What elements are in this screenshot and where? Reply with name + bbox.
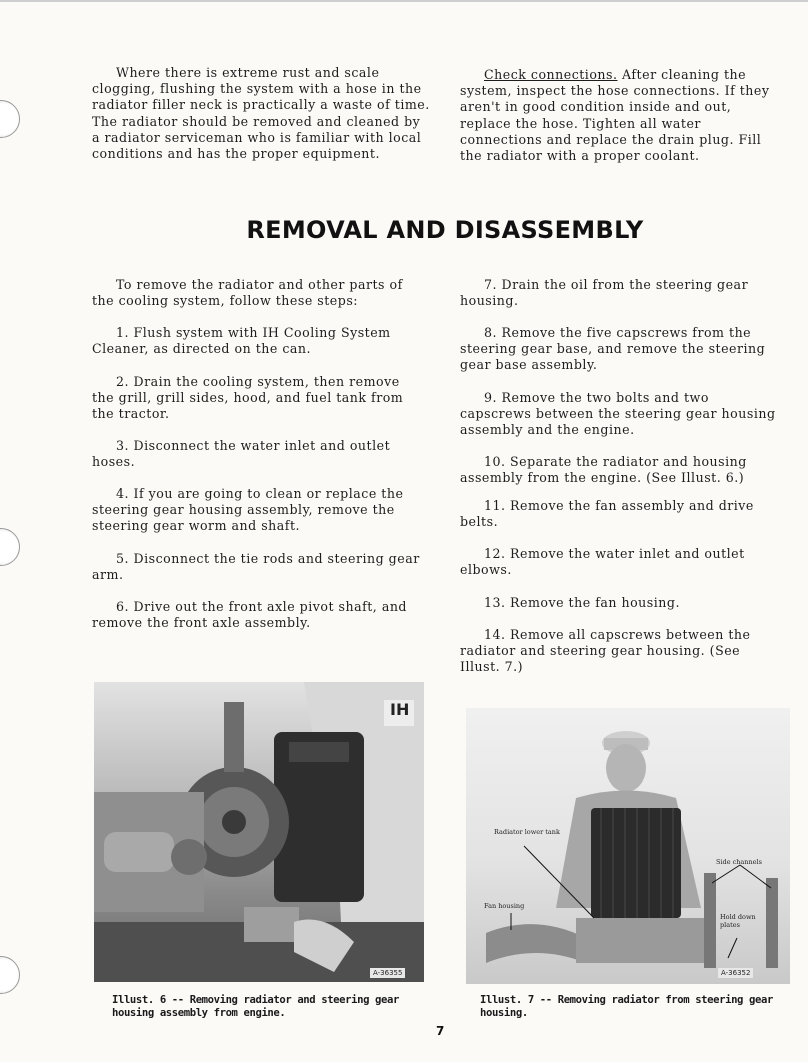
step-14: 14. Remove all capscrews between the radiator and steering gear housing. (See Illust. 7.) <box>460 627 751 675</box>
illustration-6-caption: Illust. 6 -- Removing radiator and steering gear housing assembly from engine. <box>112 994 399 1019</box>
step-9: 9. Remove the two bolts and two capscrews between the steering gear housing assembly and the engine. <box>460 390 776 438</box>
label-side-channels: Side channels <box>716 858 762 866</box>
step-1: 1. Flush system with IH Cooling System Cleaner, as directed on the can. <box>92 325 391 357</box>
binder-hole-bottom <box>0 956 20 994</box>
radiator-photo-drawing <box>466 708 790 984</box>
step-8: 8. Remove the five capscrews from the steering gear base, and remove the steering gear base assembly. <box>460 325 766 373</box>
section-heading: REMOVAL AND DISASSEMBLY <box>246 216 644 244</box>
step-10: 10. Separate the radiator and housing assembly from the engine. (See Illust. 6.) <box>460 454 747 486</box>
illustration-6-photo <box>94 682 424 982</box>
ih-logo: IH <box>390 700 410 719</box>
illustration-6-code: A-36355 <box>370 968 405 978</box>
label-radiator-lower-tank: Radiator lower tank <box>494 828 560 836</box>
illustration-7-code: A-36352 <box>718 968 753 978</box>
label-fan-housing: Fan housing <box>484 902 525 910</box>
side-channel-left <box>704 873 716 968</box>
side-channel-right <box>766 878 778 968</box>
page-top-edge <box>0 0 808 2</box>
intro-left-paragraph: Where there is extreme rust and scale clogging, flushing the system with a hose in the radiator filler neck is practically a waste of time. The radiator should be removed and cleaned by a radiator serviceman who is familiar with local conditions and has the proper equipment. <box>92 65 430 162</box>
check-connections-lead: Check connections. <box>484 67 618 82</box>
fan-housing-part-shape <box>486 924 586 963</box>
step-2: 2. Drain the cooling system, then remove the grill, grill sides, hood, and fuel tank from the tractor. <box>92 374 404 422</box>
steering-gear-housing-shape <box>576 918 706 963</box>
step-5: 5. Disconnect the tie rods and steering gear arm. <box>92 551 420 583</box>
illustration-7-caption: Illust. 7 -- Removing radiator from steering gear housing. <box>480 994 773 1019</box>
engine-photo-drawing <box>94 682 424 982</box>
intro-right-text: After cleaning the system, inspect the hose connections. If they aren't in good condition inside and out, replace the hose. Tighten all water connections and replace the drain plug. Fill the radiator with a proper coolant. <box>460 67 770 164</box>
step-4: 4. If you are going to clean or replace the steering gear housing assembly, remove the steering gear worm and shaft. <box>92 486 404 534</box>
intro-right-paragraph <box>460 67 778 164</box>
mechanic-face-shape <box>606 744 646 792</box>
step-11: 11. Remove the fan assembly and drive belts. <box>460 498 754 530</box>
step-3: 3. Disconnect the water inlet and outlet hoses. <box>92 438 391 470</box>
page-number: 7 <box>436 1024 445 1038</box>
binder-hole-top <box>0 100 20 138</box>
step-6: 6. Drive out the front axle pivot shaft, and remove the front axle assembly. <box>92 599 407 631</box>
binder-hole-middle <box>0 528 20 566</box>
step-12: 12. Remove the water inlet and outlet elbows. <box>460 546 745 578</box>
illustration-7-photo <box>466 708 790 984</box>
step-13: 13. Remove the fan housing. <box>484 595 680 610</box>
radiator-core-shape <box>591 808 681 918</box>
label-hold-down-plates: Hold down plates <box>720 913 756 929</box>
step-7: 7. Drain the oil from the steering gear housing. <box>460 277 749 309</box>
left-intro-text: To remove the radiator and other parts of the cooling system, follow these steps: <box>92 277 403 309</box>
